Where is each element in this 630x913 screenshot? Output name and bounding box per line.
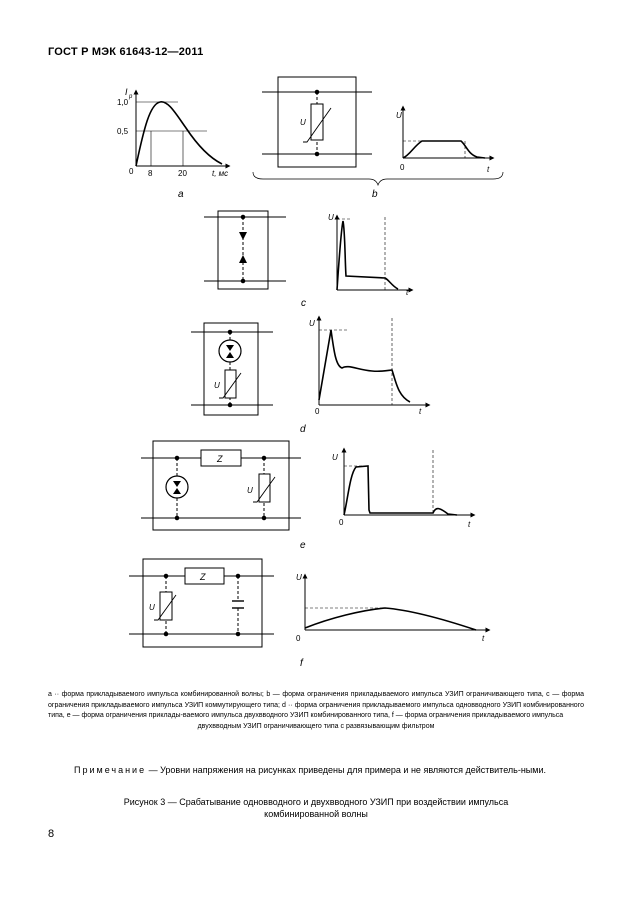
a-y-tick-1: 1,0 bbox=[117, 98, 129, 107]
svg-text:U: U bbox=[396, 111, 402, 120]
a-y-label: I bbox=[125, 87, 128, 97]
panel-f bbox=[129, 559, 488, 669]
b-varistor-label: U bbox=[300, 118, 306, 127]
note-prefix: Примечание bbox=[74, 765, 147, 775]
svg-text:U: U bbox=[214, 381, 220, 390]
svg-text:t: t bbox=[419, 407, 422, 416]
svg-text:t: t bbox=[468, 520, 471, 529]
figure-caption bbox=[48, 796, 584, 820]
panel-d bbox=[191, 318, 428, 435]
svg-text:t: t bbox=[406, 288, 409, 297]
f-filtered-wave bbox=[305, 608, 476, 630]
svg-text:U: U bbox=[328, 213, 334, 222]
panel-a bbox=[117, 87, 228, 200]
c-switched-wave bbox=[337, 221, 398, 290]
c-panel-label: c bbox=[301, 298, 306, 309]
svg-text:U: U bbox=[296, 573, 302, 582]
a-x-tick-20: 20 bbox=[178, 169, 187, 178]
svg-text:t: t bbox=[482, 634, 485, 643]
note bbox=[48, 764, 584, 776]
a-impulse-curve bbox=[136, 102, 222, 166]
a-x-tick-8: 8 bbox=[148, 169, 153, 178]
panel-c bbox=[204, 211, 411, 309]
e-varistor bbox=[259, 474, 270, 502]
d-panel-label: d bbox=[300, 424, 306, 435]
svg-text:U: U bbox=[309, 319, 315, 328]
b-brace bbox=[253, 172, 503, 185]
b-panel-label: b bbox=[372, 189, 378, 200]
f-panel-label: f bbox=[300, 658, 303, 669]
page-number: 8 bbox=[48, 828, 55, 840]
legend-last-line: двухвводным УЗИП ограничивающего типа с развязывающим фильтром bbox=[197, 722, 435, 730]
svg-text:t: t bbox=[487, 165, 490, 174]
a-x-unit: t, мс bbox=[212, 169, 229, 178]
a-panel-label: a bbox=[178, 189, 184, 200]
d-device-box bbox=[204, 323, 258, 415]
a-x-tick-0: 0 bbox=[129, 167, 134, 176]
note-text: — Уровни напряжения на рисунках приведены для примера и не являются действитель-ными. bbox=[148, 765, 546, 775]
c-gap-arrow-down bbox=[239, 232, 247, 240]
e-combination-wave bbox=[344, 466, 457, 515]
a-y-tick-05: 0,5 bbox=[117, 127, 129, 136]
figure-legend bbox=[48, 690, 584, 732]
e-z-label: Z bbox=[217, 454, 223, 464]
svg-text:0: 0 bbox=[339, 518, 344, 527]
f-varistor bbox=[160, 592, 172, 620]
panel-b bbox=[253, 77, 503, 200]
svg-text:0: 0 bbox=[400, 163, 405, 172]
svg-text:U: U bbox=[247, 486, 253, 495]
a-y-sub: p bbox=[129, 94, 133, 100]
f-z-label: Z bbox=[200, 572, 206, 582]
caption-line-1: Рисунок 3 — Срабатывание одновводного и двухвводного УЗИП при воздействии импульса bbox=[123, 797, 509, 807]
legend-text: a ·· форма прикладываемого импульса комбинированной волны; b — форма ограничения прикладываемого импульса УЗИП ограничивающего типа, c — форма ограничения прикладываемого импульса УЗИП коммутирующего типа; d ·· форма ограничения прикладываемого импульса одновводного УЗИП комбинированного типа, e — форма ограничения приклады-ваемого импульса двухвводного УЗИП комбинированного типа, f — форма ограничения прикладываемого импульса bbox=[48, 691, 584, 719]
svg-text:0: 0 bbox=[296, 634, 301, 643]
d-varistor bbox=[225, 370, 236, 398]
document-header: ГОСТ Р МЭК 61643-12—2011 bbox=[48, 46, 204, 58]
d-combination-wave bbox=[319, 330, 410, 402]
b-clamped-wave bbox=[403, 141, 485, 158]
panel-e bbox=[141, 441, 473, 551]
svg-text:0: 0 bbox=[315, 407, 320, 416]
svg-text:U: U bbox=[332, 453, 338, 462]
caption-line-2: комбинированной волны bbox=[264, 809, 368, 819]
c-gap-arrow-up bbox=[239, 255, 247, 263]
svg-text:U: U bbox=[149, 603, 155, 612]
e-panel-label: e bbox=[300, 540, 306, 551]
